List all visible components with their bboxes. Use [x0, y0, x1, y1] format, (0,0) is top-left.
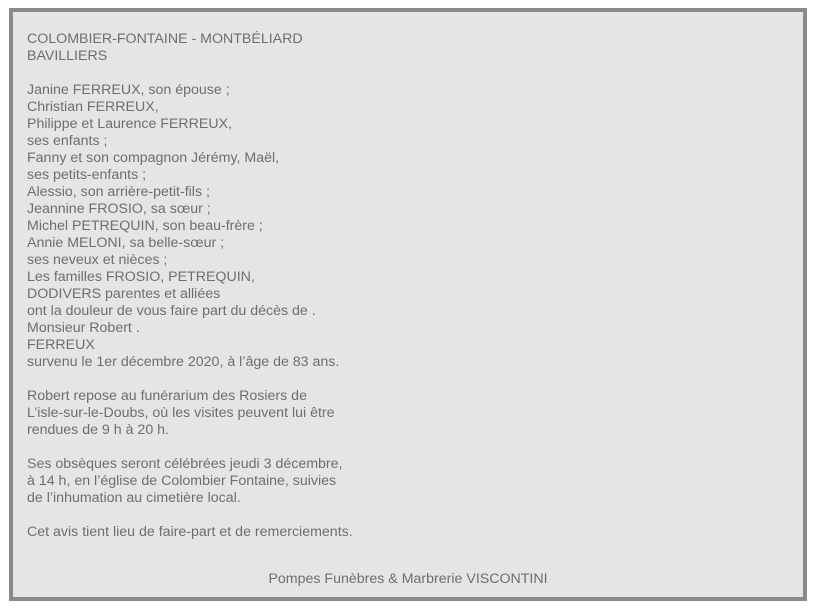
family-line: Les familles FROSIO, PETREQUIN, — [27, 269, 255, 285]
spacer — [27, 65, 627, 82]
closing-line: Cet avis tient lieu de faire-part et de remerciements. — [27, 524, 353, 540]
family-line: Christian FERREUX, — [27, 99, 159, 115]
visits-line: Robert repose au funérarium des Rosiers de — [27, 388, 307, 404]
family-line: Janine FERREUX, son épouse ; — [27, 82, 230, 98]
family-line: Jeannine FROSIO, sa sœur ; — [27, 201, 211, 217]
visits-line: L’isle-sur-le-Doubs, où les visites peuvent lui être — [27, 405, 335, 421]
family-line: Philippe et Laurence FERREUX, — [27, 116, 233, 132]
family-line: DODIVERS parentes et alliées — [27, 286, 221, 302]
header-line: COLOMBIER-FONTAINE - MONTBÉLIARD — [27, 31, 303, 47]
spacer — [27, 507, 627, 524]
funeral-line: de l’inhumation au cimetière local. — [27, 490, 241, 506]
header-line: BAVILLIERS — [27, 48, 108, 64]
family-line: Annie MELONI, sa belle-sœur ; — [27, 235, 225, 251]
family-line: Michel PETREQUIN, son beau-frère ; — [27, 218, 263, 234]
visits-line: rendues de 9 h à 20 h. — [27, 422, 169, 438]
funeral-line: Ses obsèques seront célébrées jeudi 3 décembre, — [27, 456, 343, 472]
family-line: FERREUX — [27, 337, 95, 353]
family-line: Monsieur Robert . — [27, 320, 140, 336]
obituary-notice — [9, 8, 807, 601]
family-line: ses neveux et nièces ; — [27, 252, 168, 268]
funeral-home-signature: Pompes Funèbres & Marbrerie VISCONTINI — [268, 571, 548, 587]
family-line: Fanny et son compagnon Jérémy, Maël, — [27, 150, 280, 166]
family-line: Alessio, son arrière-petit-fils ; — [27, 184, 210, 200]
family-line: ses enfants ; — [27, 133, 108, 149]
notice-body — [27, 31, 627, 541]
spacer — [27, 439, 627, 456]
funeral-line: à 14 h, en l’église de Colombier Fontaine, suivies — [27, 473, 337, 489]
family-line: ses petits-enfants ; — [27, 167, 147, 183]
spacer — [27, 371, 627, 388]
family-line: ont la douleur de vous faire part du décès de . — [27, 303, 316, 319]
family-line: survenu le 1er décembre 2020, à l’âge de 83 ans. — [27, 354, 340, 370]
